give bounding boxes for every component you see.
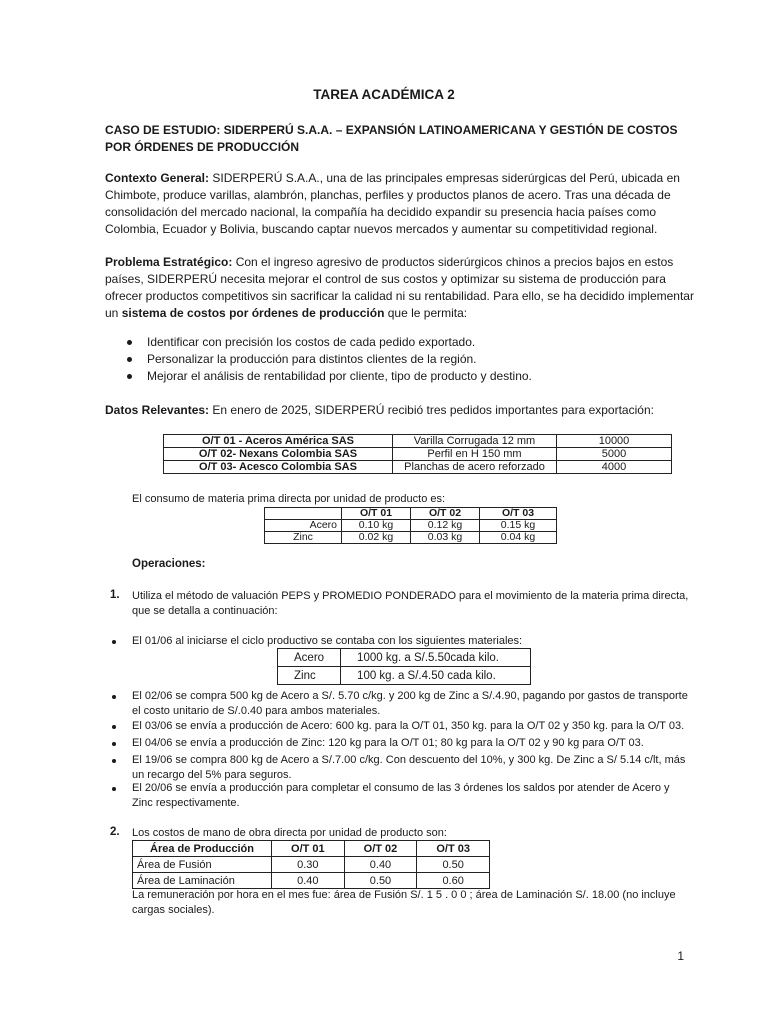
movement-item: El 20/06 se envía a producción para completar el consumo de las 3 órdenes los saldos por atender de Acero y Zinc respectivamente. [132, 782, 670, 809]
bullet-dot [112, 742, 116, 746]
remuneration-text: La remuneración por hora en el mes fue: área de Fusión S/. 1 5 . 0 0 ; área de Laminación S/. 18.00 (no incluye cargas sociales). [132, 889, 676, 916]
consumption-table [264, 507, 557, 544]
labor-cell: 0.40 [344, 857, 417, 873]
consumption-intro: El consumo de materia prima directa por unidad de producto es: [132, 493, 446, 505]
labor-cell: 0.60 [417, 873, 490, 889]
stock-material: Acero [278, 649, 341, 667]
table-row [133, 873, 490, 889]
bullet-item: Personalizar la producción para distintos clientes de la región. [147, 352, 477, 366]
context-paragraph [105, 170, 705, 238]
consumption-material: Acero [265, 520, 342, 532]
bullet-dot [127, 357, 132, 362]
labor-cell: 0.50 [344, 873, 417, 889]
table-row [265, 520, 557, 532]
stock-table [277, 648, 531, 685]
bullet-item: Identificar con precisión los costos de cada pedido exportado. [147, 335, 476, 349]
op1-number: 1. [110, 589, 120, 601]
labor-header: O/T 01 [272, 841, 345, 857]
movement-item: El 02/06 se compra 500 kg de Acero a S/. 5.70 c/kg. y 200 kg de Zinc a S/.4.90, pagando por gastos de transporte el costo unitario de S/.0.40 para ambos materiales. [132, 690, 688, 717]
table-row [164, 448, 672, 461]
op1-first-movement: El 01/06 al iniciarse el ciclo productivo se contaba con los siguientes materiales: [132, 635, 523, 647]
page-title: TAREA ACADÉMICA 2 [313, 87, 455, 102]
stock-detail: 100 kg. a S/.4.50 cada kilo. [341, 667, 531, 685]
data-text: En enero de 2025, SIDERPERÚ recibió tres pedidos importantes para exportación: [209, 403, 654, 417]
labor-cell: 0.50 [417, 857, 490, 873]
labor-area: Área de Laminación [133, 873, 272, 889]
context-text: SIDERPERÚ S.A.A., una de las principales empresas siderúrgicas del Perú, ubicada en Chimbote, produce varillas, alambrón, planchas, perfiles y productos planos de acero. Tras una década de consolidación del mercado nacional, la compañía ha decidido expandir su presencia hacia países como Colombia, Ecuador y Bolivia, buscando captar nuevos mercados y aumentar su competitividad regional. [105, 171, 680, 236]
labor-table [132, 840, 490, 889]
order-qty: 5000 [557, 448, 672, 461]
movement-item: El 19/06 se compra 800 kg de Acero a S/.7.00 c/kg. Con descuento del 10%, y 300 kg. De Zinc a S/ 5.14 c/lt, más un recargo del 5% para seguros. [132, 754, 686, 781]
table-row [278, 667, 531, 685]
bullet-dot [127, 374, 132, 379]
table-row [278, 649, 531, 667]
table-row [164, 435, 672, 448]
bullet-dot [112, 725, 116, 729]
stock-material: Zinc [278, 667, 341, 685]
bullet-dot [112, 640, 116, 644]
labor-header: Área de Producción [133, 841, 272, 857]
bullet-dot [112, 787, 116, 791]
op2-text: Los costos de mano de obra directa por unidad de producto son: [132, 827, 447, 839]
consumption-cell: 0.03 kg [411, 532, 480, 544]
table-row [133, 857, 490, 873]
table-row [265, 532, 557, 544]
consumption-cell: 0.10 kg [342, 520, 411, 532]
bullet-item: Mejorar el análisis de rentabilidad por cliente, tipo de producto y destino. [147, 369, 532, 383]
consumption-material: Zinc [265, 532, 342, 544]
op1-text: Utiliza el método de valuación PEPS y PROMEDIO PONDERADO para el movimiento de la materia prima directa, que se detalla a continuación: [132, 590, 689, 617]
consumption-cell: 0.04 kg [480, 532, 557, 544]
consumption-header: O/T 01 [342, 508, 411, 520]
stock-detail: 1000 kg. a S/.5.50cada kilo. [341, 649, 531, 667]
context-label: Contexto General: [105, 171, 210, 185]
labor-header: O/T 03 [417, 841, 490, 857]
order-product: Varilla Corrugada 12 mm [393, 435, 557, 448]
table-row [133, 841, 490, 857]
problem-label: Problema Estratégico: [105, 255, 233, 269]
table-row [164, 461, 672, 474]
op2-number: 2. [110, 826, 120, 838]
operations-label: Operaciones: [132, 558, 206, 570]
movement-item: El 04/06 se envía a producción de Zinc: 120 kg para la O/T 01; 80 kg para la O/T 02 y 90 kg para O/T 03. [132, 737, 644, 749]
case-title: CASO DE ESTUDIO: SIDERPERÚ S.A.A. – EXPANSIÓN LATINOAMERICANA Y GESTIÓN DE COSTOS POR ÓRDENES DE PRODUCCIÓN [105, 123, 678, 154]
labor-cell: 0.30 [272, 857, 345, 873]
bullet-dot [127, 340, 132, 345]
data-label: Datos Relevantes: [105, 403, 210, 417]
bullet-dot [112, 759, 116, 763]
table-row [265, 508, 557, 520]
data-paragraph [105, 402, 705, 419]
orders-table [163, 434, 672, 474]
problem-bold: sistema de costos por órdenes de producción [121, 306, 385, 320]
consumption-cell: 0.15 kg [480, 520, 557, 532]
consumption-cell: 0.12 kg [411, 520, 480, 532]
order-ot: O/T 01 - Aceros América SAS [164, 435, 393, 448]
order-product: Planchas de acero reforzado [393, 461, 557, 474]
page-number: 1 [677, 949, 684, 963]
order-qty: 10000 [557, 435, 672, 448]
labor-area: Área de Fusión [133, 857, 272, 873]
problem-text: Con el ingreso agresivo de productos siderúrgicos chinos a precios bajos en estos países, SIDERPERÚ necesita mejorar el control de sus costos y optimizar su sistema de producción para ofrecer productos competitivos sin sacrificar la calidad ni su rentabilidad. Para ello, se ha decidido implementar un [105, 255, 694, 320]
order-product: Perfil en H 150 mm [393, 448, 557, 461]
consumption-header: O/T 03 [480, 508, 557, 520]
labor-cell: 0.40 [272, 873, 345, 889]
consumption-header: O/T 02 [411, 508, 480, 520]
consumption-cell: 0.02 kg [342, 532, 411, 544]
bullet-dot [112, 695, 116, 699]
problem-tail: que le permita: [384, 306, 468, 320]
problem-paragraph [105, 254, 705, 322]
consumption-header [265, 508, 342, 520]
order-ot: O/T 02- Nexans Colombia SAS [164, 448, 393, 461]
order-ot: O/T 03- Acesco Colombia SAS [164, 461, 393, 474]
movement-item: El 03/06 se envía a producción de Acero: 600 kg. para la O/T 01, 350 kg. para la O/T 02 y 350 kg. para la O/T 03. [132, 720, 685, 732]
order-qty: 4000 [557, 461, 672, 474]
labor-header: O/T 02 [344, 841, 417, 857]
